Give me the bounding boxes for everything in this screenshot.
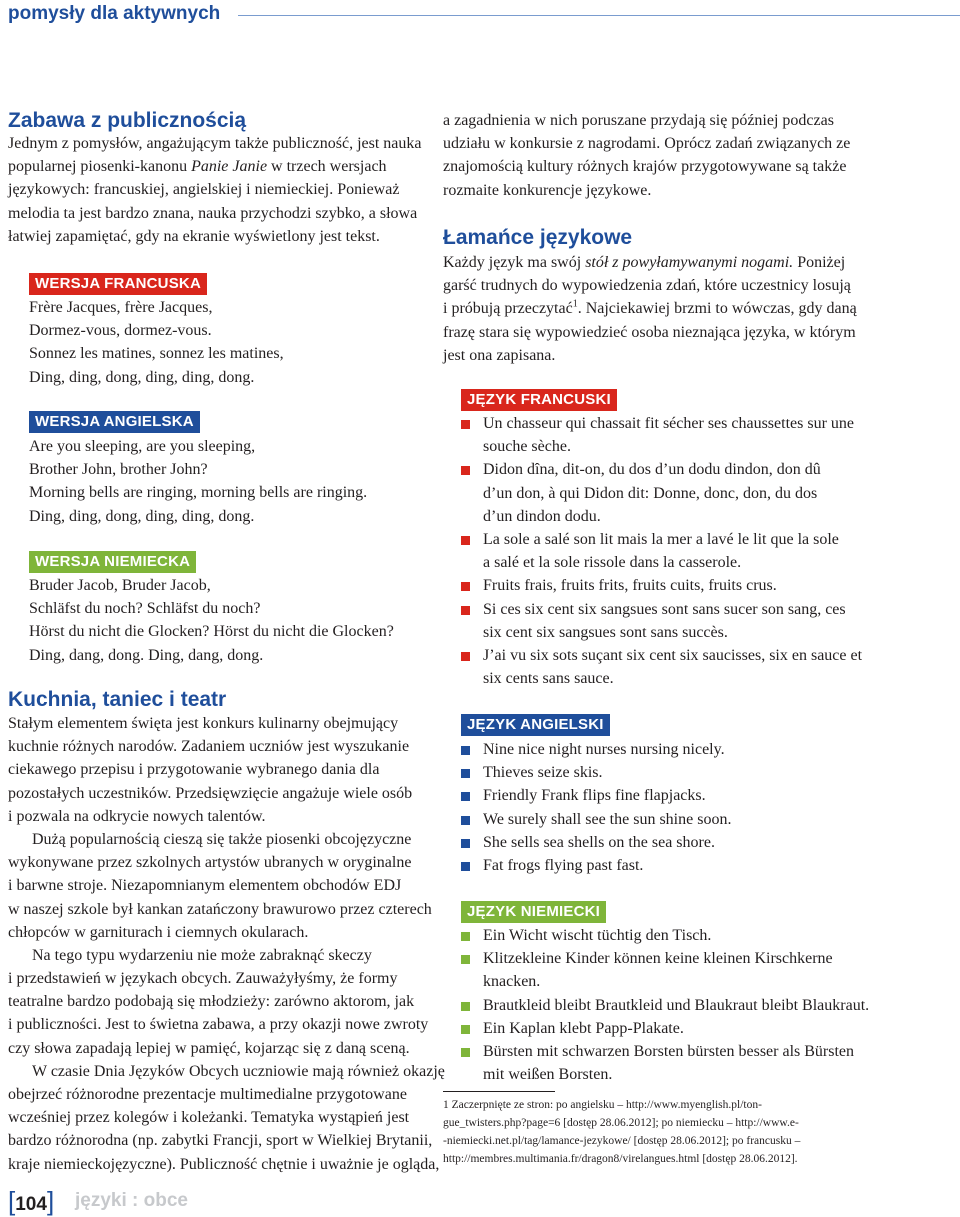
idiom-italic: stół z powyłamywanymi nogami. bbox=[585, 254, 794, 271]
tongue-twister-line: Thieves seize skis. bbox=[483, 764, 603, 782]
text-line: Na tego typu wydarzeniu nie może zabraknąć skeczy bbox=[32, 946, 372, 964]
footnote-rule bbox=[443, 1091, 555, 1092]
square-bullet-icon bbox=[461, 1025, 470, 1034]
text-line: łatwiej zapamiętać, gdy na ekranie wyświetlony jest tekst. bbox=[8, 227, 380, 245]
text-line: ciekawego przepisu i przygotowanie wybranego dania dla bbox=[8, 761, 380, 779]
tongue-twister-item bbox=[443, 1017, 860, 1040]
footnote-line: http://membres.multimania.fr/dragon8/virelangues.html [dostęp 28.06.2012]. bbox=[443, 1153, 798, 1165]
footnote-ref: 1 bbox=[572, 299, 578, 311]
tongue-twister-line: We surely shall see the sun shine soon. bbox=[483, 810, 732, 828]
square-bullet-icon bbox=[461, 792, 470, 801]
text-line: znajomością kultury różnych krajów przygotowywane są także bbox=[443, 158, 847, 176]
tongue-twister-line: J’ai vu six sots suçant six cent six saucisses, six en sauce et bbox=[483, 647, 863, 665]
tongue-twister-item bbox=[443, 528, 860, 574]
footnote bbox=[443, 1096, 863, 1168]
paragraph-continued bbox=[443, 109, 860, 202]
magazine-brand: języki : obce bbox=[75, 1190, 188, 1211]
tongue-twister-item bbox=[443, 831, 860, 854]
tongue-twister-item bbox=[443, 644, 863, 690]
song-line: Sonnez les matines, sonnez les matines, bbox=[29, 345, 284, 363]
text-line: udziału w konkursie z nagrodami. Oprócz zadań związanych ze bbox=[443, 135, 851, 153]
song-line: Ding, ding, dong, ding, ding, dong. bbox=[29, 368, 255, 386]
tongue-twister-line: Didon dîna, dit-on, du dos d’un dodu dindon, don dû bbox=[483, 461, 821, 479]
text-line: wykonywane przez szkolnych artystów ubranych w oryginalne bbox=[8, 854, 412, 872]
tongue-twister-line: La sole a salé son lit mais la mer a lavé le lit que la sole bbox=[483, 531, 839, 549]
tongue-twister-line: six cent six sangsues sont sans succès. bbox=[483, 623, 728, 641]
tongue-twister-line: Fruits frais, fruits frits, fruits cuits, fruits crus. bbox=[483, 577, 777, 595]
song-line: Are you sleeping, are you sleeping, bbox=[29, 438, 256, 455]
tag-french-version: WERSJA FRANCUSKA bbox=[29, 273, 207, 295]
bracket-close: ] bbox=[46, 1186, 55, 1216]
text-line: chłopców w garniturach i ciemnych okularach. bbox=[8, 923, 309, 941]
section-title-tongue-twisters: Łamańce językowe bbox=[443, 226, 633, 249]
text-span: Każdy język ma swój bbox=[443, 254, 586, 271]
text-line bbox=[443, 297, 860, 320]
tongue-twister-line: Ein Wicht wischt tüchtig den Tisch. bbox=[483, 927, 712, 944]
text-line: rozmaite konkurencje językowe. bbox=[443, 181, 652, 199]
text-line: frazę stara się wypowiedzieć osoba nieznająca języka, w którym bbox=[443, 323, 856, 341]
tag-german-version: WERSJA NIEMIECKA bbox=[29, 551, 196, 573]
text-span: Poniżej bbox=[793, 254, 846, 271]
tongue-twister-line: d’un don, à qui Didon dit: Donne, donc, don, du dos bbox=[483, 484, 818, 502]
text-line: czy słowa zapadają lepiej w pamięć, kojarząc się z daną sceną. bbox=[8, 1039, 410, 1057]
text-line: Jednym z pomysłów, angażującym także publiczność, jest nauka bbox=[8, 135, 422, 152]
tongue-twister-line: Klitzekleine Kinder können keine kleinen Kirschkerne bbox=[483, 950, 833, 968]
square-bullet-icon bbox=[461, 769, 470, 778]
tag-english-version: WERSJA ANGIELSKA bbox=[29, 411, 200, 433]
tongue-twister-item bbox=[443, 994, 870, 1017]
tongue-twister-item bbox=[443, 574, 860, 597]
song-title: Panie Janie bbox=[191, 158, 268, 176]
text-line: kraje niemieckojęzyczne). Publiczność chętnie i uważnie je ogląda, bbox=[8, 1155, 440, 1173]
tongue-twister-item bbox=[443, 924, 860, 947]
song-line: Frère Jacques, frère Jacques, bbox=[29, 299, 213, 316]
square-bullet-icon bbox=[461, 420, 470, 429]
text-span: i próbują przeczytać bbox=[443, 300, 573, 318]
text-line: W czasie Dnia Języków Obcych uczniowie mają również okazję bbox=[32, 1062, 445, 1080]
square-bullet-icon bbox=[461, 652, 470, 661]
tongue-twister-line: Friendly Frank flips fine flapjacks. bbox=[483, 787, 706, 805]
tongue-twister-item bbox=[443, 784, 860, 807]
header-rule bbox=[238, 15, 960, 16]
tag-german-language: JĘZYK NIEMIECKI bbox=[461, 901, 606, 923]
text-line: Dużą popularnością cieszą się także piosenki obcojęzyczne bbox=[32, 830, 412, 848]
text-line: w naszej szkole był kankan zatańczony brawurowo przez czterech bbox=[8, 900, 432, 918]
square-bullet-icon bbox=[461, 606, 470, 615]
text-line: teatralne bardzo podobają się młodzieży: zarówno aktorom, jak bbox=[8, 993, 415, 1011]
tongue-twister-line: Bürsten mit schwarzen Borsten bürsten besser als Bürsten bbox=[483, 1043, 855, 1061]
tongue-twister-line: d’un dindon dodu. bbox=[483, 507, 601, 525]
square-bullet-icon bbox=[461, 466, 470, 475]
tongue-twister-line: a salé et la sole rissole dans la casserole. bbox=[483, 554, 742, 572]
tongue-twister-line: Nine nice night nurses nursing nicely. bbox=[483, 741, 725, 758]
song-french bbox=[29, 296, 284, 389]
text-line: garść trudnych do wypowiedzenia zdań, które uczestnicy losują bbox=[443, 277, 851, 295]
text-line: językowych: francuskiej, angielskiej i niemieckiej. Ponieważ bbox=[8, 181, 400, 199]
song-line: Bruder Jacob, Bruder Jacob, bbox=[29, 577, 211, 594]
text-line: i publiczności. Jest to świetna zabawa, a przy okazji nowe zwroty bbox=[8, 1016, 429, 1034]
text-line: i pozwala na odkrycie nowych talentów. bbox=[8, 807, 266, 825]
song-line: Hörst du nicht die Glocken? Hörst du nicht die Glocken? bbox=[29, 623, 394, 641]
square-bullet-icon bbox=[461, 816, 470, 825]
tag-french-language: JĘZYK FRANCUSKI bbox=[461, 389, 617, 411]
paragraph-audience bbox=[8, 132, 421, 248]
text-line: bardzo różnorodna (np. zabytki Francji, sport w Wielkiej Brytanii, bbox=[8, 1132, 433, 1150]
tongue-twister-item bbox=[443, 761, 860, 784]
square-bullet-icon bbox=[461, 932, 470, 941]
song-line: Ding, dang, dong. Ding, dang, dong. bbox=[29, 646, 264, 664]
tongue-twister-item bbox=[443, 947, 860, 993]
tongue-twister-list-english bbox=[443, 738, 860, 877]
page-number bbox=[8, 1186, 54, 1217]
tongue-twister-line: Brautkleid bleibt Brautkleid und Blaukraut bleibt Blaukraut. bbox=[483, 996, 870, 1014]
footnote-line: 1 Zaczerpnięte ze stron: po angielsku – http://www.myenglish.pl/ton- bbox=[443, 1099, 762, 1111]
text-line: pozostałych uczestników. Przedsięwzięcie angażuje wiele osób bbox=[8, 784, 413, 802]
tongue-twister-item bbox=[443, 1040, 860, 1086]
footnote-line: -niemiecki.net.pl/tag/lamance-jezykowe/ [dostęp 28.06.2012]; po francusku – bbox=[443, 1135, 801, 1147]
song-line: Dormez-vous, dormez-vous. bbox=[29, 322, 212, 340]
text-line: i przedstawień w językach obcych. Zauważyłyśmy, że formy bbox=[8, 970, 398, 988]
text-line: kuchnie różnych narodów. Zadaniem uczniów jest wyszukanie bbox=[8, 738, 410, 756]
tongue-twister-line: six cents sans sauce. bbox=[483, 670, 614, 688]
square-bullet-icon bbox=[461, 1048, 470, 1057]
tongue-twister-line: Un chasseur qui chassait fit sécher ses chaussettes sur une bbox=[483, 415, 854, 432]
song-german bbox=[29, 574, 394, 667]
tongue-twister-item bbox=[443, 412, 860, 458]
square-bullet-icon bbox=[461, 746, 470, 755]
running-head: pomysły dla aktywnych bbox=[8, 3, 221, 24]
song-line: Ding, ding, dong, ding, ding, dong. bbox=[29, 507, 255, 525]
text-line: obejrzeć różnorodne prezentacje multimedialne przygotowane bbox=[8, 1086, 407, 1103]
tongue-twister-item bbox=[443, 458, 860, 528]
footnote-line: gue_twisters.php?page=6 [dostęp 28.06.2012]; po niemiecku – http://www.e- bbox=[443, 1117, 799, 1129]
text-span: w trzech wersjach bbox=[267, 158, 387, 176]
tongue-twister-line: knacken. bbox=[483, 973, 541, 991]
paragraph-kitchen bbox=[8, 712, 445, 1176]
tag-english-language: JĘZYK ANGIELSKI bbox=[461, 714, 610, 736]
tongue-twister-item bbox=[443, 598, 860, 644]
tongue-twister-item bbox=[443, 854, 860, 877]
tongue-twister-line: Si ces six cent six sangsues sont sans sucer son sang, ces bbox=[483, 600, 846, 618]
song-line: Schläfst du noch? Schläfst du noch? bbox=[29, 600, 261, 618]
square-bullet-icon bbox=[461, 955, 470, 964]
tongue-twister-item bbox=[443, 808, 860, 831]
text-span: . Najciekawiej brzmi to wówczas, gdy daną bbox=[577, 300, 857, 318]
page-number-value: 104 bbox=[15, 1194, 47, 1215]
tongue-twister-item bbox=[443, 738, 860, 761]
tongue-twister-line: Fat frogs flying past fast. bbox=[483, 857, 644, 875]
text-line: i barwne stroje. Niezapomnianym elementem obchodów EDJ bbox=[8, 877, 402, 895]
text-span: popularnej piosenki-kanonu bbox=[8, 158, 192, 176]
text-line: Stałym elementem święta jest konkurs kulinarny obejmujący bbox=[8, 715, 399, 732]
square-bullet-icon bbox=[461, 1002, 470, 1011]
tongue-twister-line: souche sèche. bbox=[483, 438, 571, 456]
tongue-twister-line: Ein Kaplan klebt Papp-Plakate. bbox=[483, 1019, 684, 1037]
text-line: jest ona zapisana. bbox=[443, 346, 556, 364]
tongue-twister-list-german bbox=[443, 924, 870, 1086]
text-line: a zagadnienia w nich poruszane przydają się później podczas bbox=[443, 112, 834, 129]
square-bullet-icon bbox=[461, 582, 470, 591]
square-bullet-icon bbox=[461, 536, 470, 545]
song-english bbox=[29, 435, 367, 528]
song-line: Morning bells are ringing, morning bells are ringing. bbox=[29, 484, 368, 502]
text-line: melodia ta jest bardzo znana, nauka przychodzi szybko, a słowa bbox=[8, 204, 418, 222]
text-line bbox=[8, 155, 421, 178]
section-title-kitchen-dance-theatre: Kuchnia, taniec i teatr bbox=[8, 688, 227, 711]
square-bullet-icon bbox=[461, 839, 470, 848]
section-title-audience: Zabawa z publicznością bbox=[8, 109, 247, 132]
tongue-twister-line: She sells sea shells on the sea shore. bbox=[483, 833, 715, 851]
square-bullet-icon bbox=[461, 862, 470, 871]
song-line: Brother John, brother John? bbox=[29, 461, 208, 479]
text-line: wcześniej przez kolegów i koleżanki. Tematyka wystąpień jest bbox=[8, 1109, 410, 1127]
bracket-open: [ bbox=[8, 1186, 16, 1216]
tongue-twister-line: mit weißen Borsten. bbox=[483, 1066, 613, 1084]
text-line bbox=[443, 251, 860, 274]
tongue-twister-list-french bbox=[443, 412, 863, 690]
paragraph-tongue-twisters bbox=[443, 251, 860, 367]
